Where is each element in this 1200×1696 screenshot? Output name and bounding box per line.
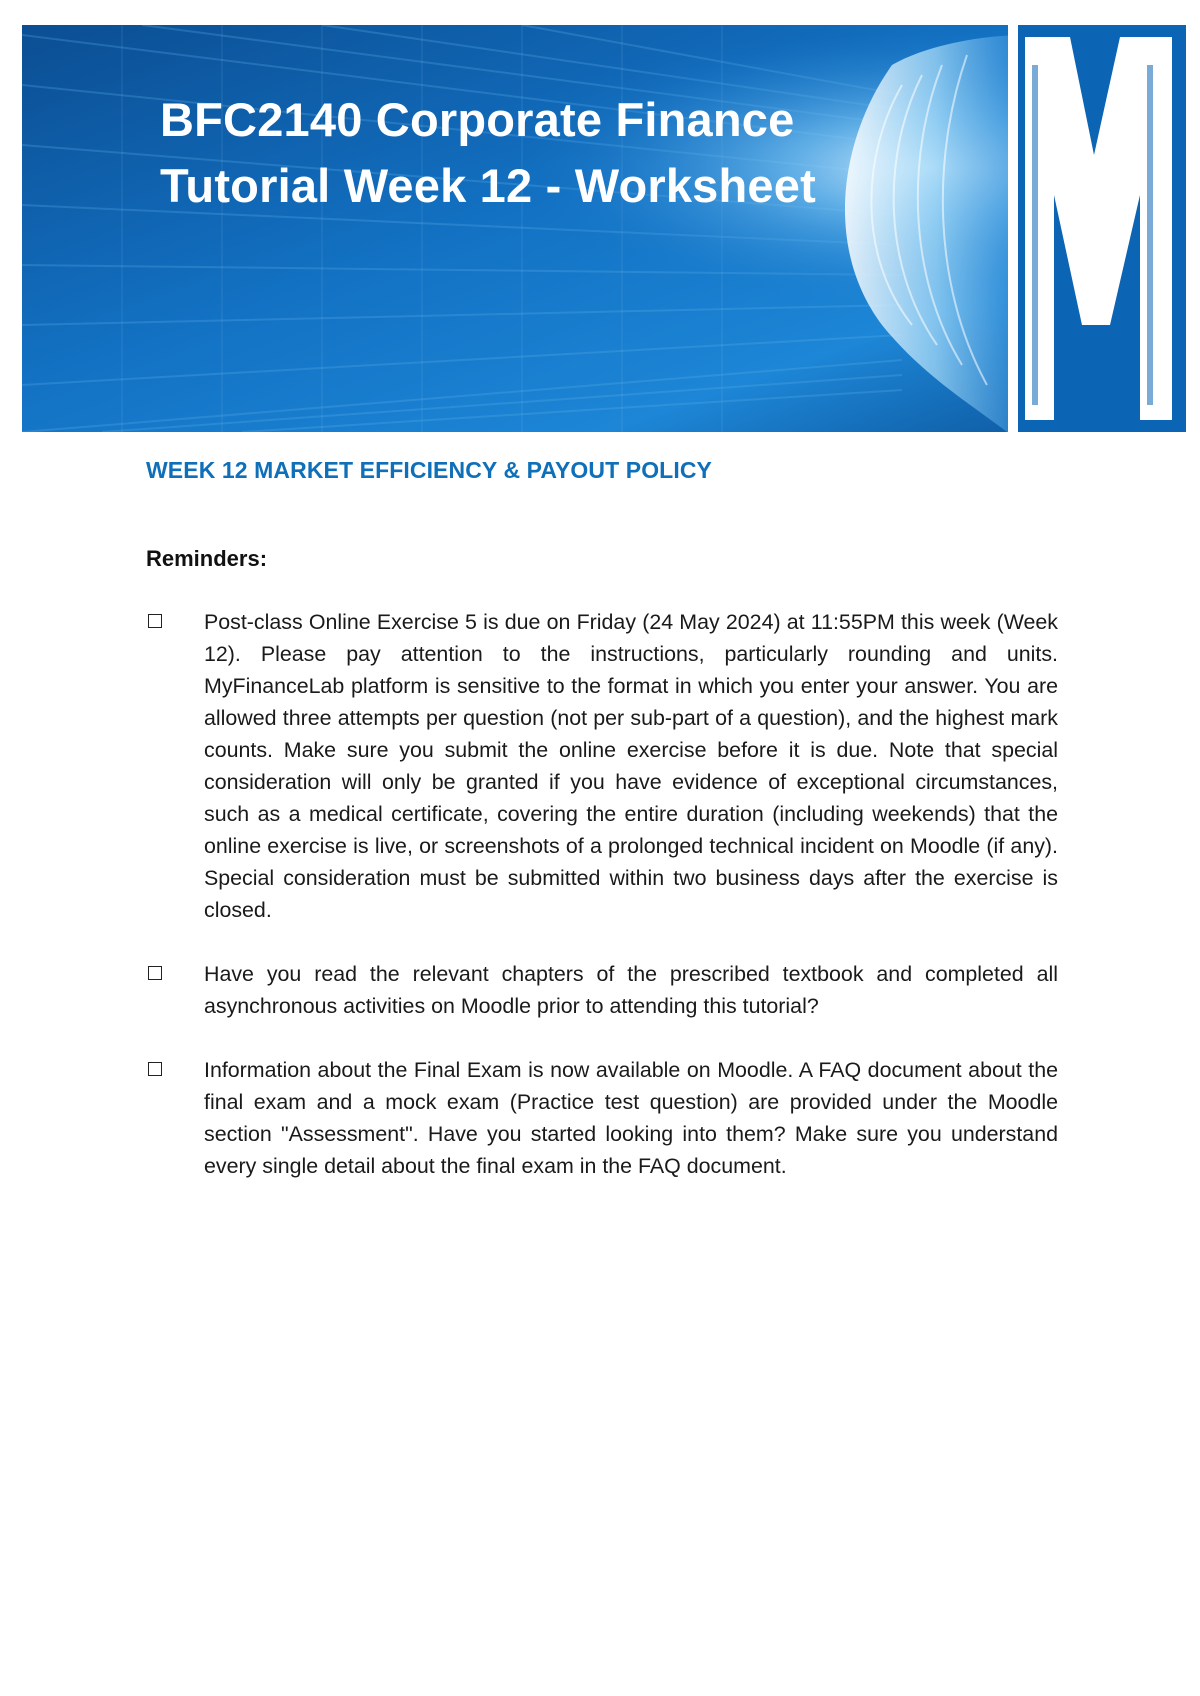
reminders-label: Reminders: — [146, 546, 268, 571]
reminder-item-online-exercise — [146, 606, 1058, 926]
reminder-text: Have you read the relevant chapters of the prescribed textbook and completed all asynchronous activities on Moodle prior to attending this tutorial? — [204, 962, 1058, 1018]
section-heading: WEEK 12 MARKET EFFICIENCY & PAYOUT POLICY — [146, 457, 712, 483]
title-line-worksheet: Tutorial Week 12 - Worksheet — [160, 159, 816, 212]
reminder-text: Information about the Final Exam is now available on Moodle. A FAQ document about the final exam and a mock exam (Practice test question) are provided under the Moodle section "Assessment". Have you started looking into them? Make sure you understand every single detail about the final exam in the FAQ document. — [204, 1058, 1058, 1178]
checkbox-icon — [148, 1062, 162, 1076]
document-title — [160, 87, 816, 219]
reminders-list — [146, 606, 1058, 1214]
reminder-item-textbook — [146, 958, 1058, 1022]
checkbox-icon — [148, 966, 162, 980]
title-line-course: BFC2140 Corporate Finance — [160, 93, 795, 146]
reminder-item-final-exam — [146, 1054, 1058, 1182]
reminder-text: Post-class Online Exercise 5 is due on Friday (24 May 2024) at 11:55PM this week (Week 12). Please pay attention to the instructions, particularly rounding and units. MyFinanceLab platform is sensitive to the format in which you enter your answer. You are allowed three attempts per question (not per sub-part of a question), and the highest mark counts. Make sure you submit the online exercise before it is due. Note that special consideration will only be granted if you have evidence of exceptional circumstances, such as a medical certificate, covering the entire duration (including weekends) that the online exercise is live, or screenshots of a prolonged technical incident on Moodle (if any). Special consideration must be submitted within two business days after the exercise is closed. — [204, 610, 1058, 922]
header-banner — [22, 25, 1186, 432]
checkbox-icon — [148, 614, 162, 628]
